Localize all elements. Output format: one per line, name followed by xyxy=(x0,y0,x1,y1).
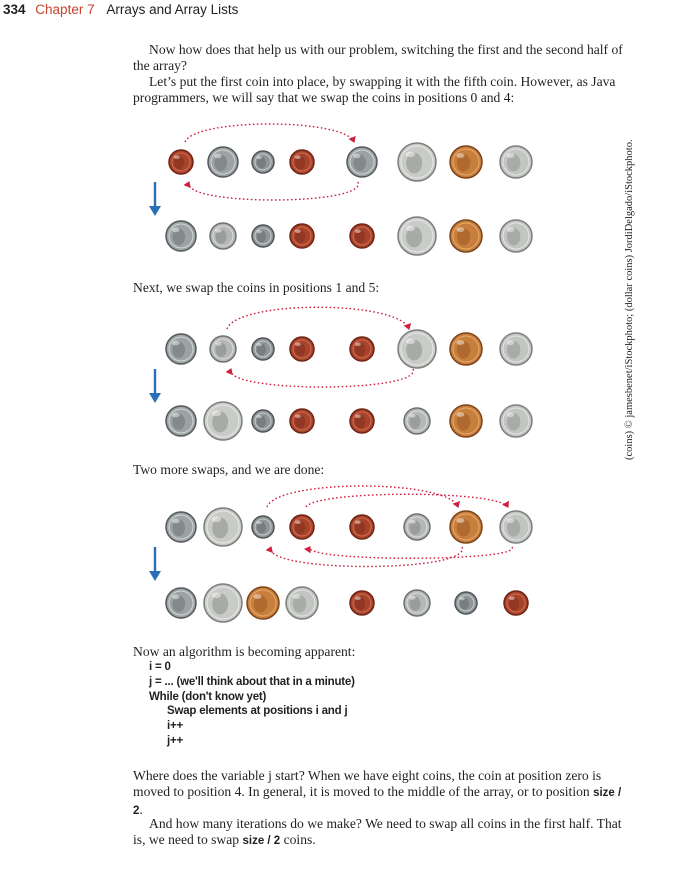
anthony-coin xyxy=(500,511,532,543)
penny-coin xyxy=(350,409,374,433)
penny-coin xyxy=(350,515,374,539)
page-number: 334 xyxy=(3,2,26,17)
nickel-coin xyxy=(210,336,236,362)
dime-coin xyxy=(455,592,477,614)
penny-coin xyxy=(504,591,528,615)
quarter-coin xyxy=(166,334,196,364)
anthony-coin xyxy=(500,146,532,178)
swap-arrow-back xyxy=(231,369,414,387)
kennedy-coin xyxy=(204,402,242,440)
nickel-coin xyxy=(404,590,430,616)
sacagawea-coin xyxy=(450,405,482,437)
sacagawea-coin xyxy=(450,146,482,178)
paragraph-3: Next, we swap the coins in positions 1 and 5: xyxy=(133,280,380,295)
quarter-coin xyxy=(347,147,377,177)
swap-arrow-forward xyxy=(185,124,354,142)
dime-coin xyxy=(252,338,274,360)
chapter-label: Chapter 7 xyxy=(35,2,95,17)
algo-line-6: j++ xyxy=(167,734,184,747)
anthony-coin xyxy=(500,333,532,365)
paragraph-2: Let’s put the first coin into place, by swapping it with the fifth coin. However, as Java programmers, we will say that we swap the coins in positions 0 and 4: xyxy=(133,74,616,106)
penny-coin xyxy=(350,337,374,361)
penny-coin xyxy=(290,224,314,248)
kennedy-coin xyxy=(398,330,436,368)
kennedy-coin xyxy=(204,584,242,622)
paragraph-1: Now how does that help us with our problem, switching the first and the second half of the array? xyxy=(133,42,623,74)
nickel-coin xyxy=(404,514,430,540)
penny-coin xyxy=(169,150,193,174)
penny-coin xyxy=(290,515,314,539)
paragraph-6: Where does the variable j start? When we have eight coins, the coin at position zero is moved to position 4. In general, it is moved to the middle of the array, or to position size / 2. xyxy=(133,768,622,817)
algo-line-5: i++ xyxy=(167,720,184,733)
sacagawea-coin xyxy=(450,333,482,365)
nickel-coin xyxy=(404,408,430,434)
penny-coin xyxy=(290,150,314,174)
anthony-coin xyxy=(286,587,318,619)
penny-coin xyxy=(290,337,314,361)
photo-credit: (coins) © jamesbenet/iStockphoto; (dollar coins) JordiDelgado/iStockphoto. xyxy=(624,139,635,460)
paragraph-7: And how many iterations do we make? We need to swap all coins in the first half. That is, we need to swap size / 2 coins. xyxy=(133,816,622,848)
swap-arrow-forward xyxy=(267,486,458,507)
dime-coin xyxy=(252,151,274,173)
quarter-coin xyxy=(166,588,196,618)
nickel-coin xyxy=(210,223,236,249)
dime-coin xyxy=(252,410,274,432)
quarter-coin xyxy=(166,512,196,542)
penny-coin xyxy=(350,591,374,615)
algo-line-2: j = ... (we'll think about that in a minute) xyxy=(149,675,355,688)
kennedy-coin xyxy=(398,143,436,181)
swap-arrow-back xyxy=(189,182,359,200)
swap-arrow-back xyxy=(310,547,513,558)
penny-coin xyxy=(350,224,374,248)
dime-coin xyxy=(252,225,274,247)
paragraph-4: Two more swaps, and we are done: xyxy=(133,462,325,477)
swap-arrow-forward xyxy=(227,307,409,329)
penny-coin xyxy=(290,409,314,433)
chapter-title: Arrays and Array Lists xyxy=(106,2,239,17)
quarter-coin xyxy=(208,147,238,177)
swap-arrow-forward xyxy=(306,494,508,507)
algo-line-1: i = 0 xyxy=(149,661,171,673)
sacagawea-coin xyxy=(247,587,279,619)
code-size-half: size / 2 xyxy=(133,787,622,817)
code-size-half: size / 2 xyxy=(242,835,281,848)
dime-coin xyxy=(252,516,274,538)
anthony-coin xyxy=(500,220,532,252)
sacagawea-coin xyxy=(450,220,482,252)
algo-line-4: Swap elements at positions i and j xyxy=(167,705,348,718)
quarter-coin xyxy=(166,221,196,251)
kennedy-coin xyxy=(398,217,436,255)
quarter-coin xyxy=(166,406,196,436)
anthony-coin xyxy=(500,405,532,437)
paragraph-5: Now an algorithm is becoming apparent: xyxy=(133,644,356,659)
sacagawea-coin xyxy=(450,511,482,543)
algo-line-3: While (don't know yet) xyxy=(149,690,267,703)
kennedy-coin xyxy=(204,508,242,546)
